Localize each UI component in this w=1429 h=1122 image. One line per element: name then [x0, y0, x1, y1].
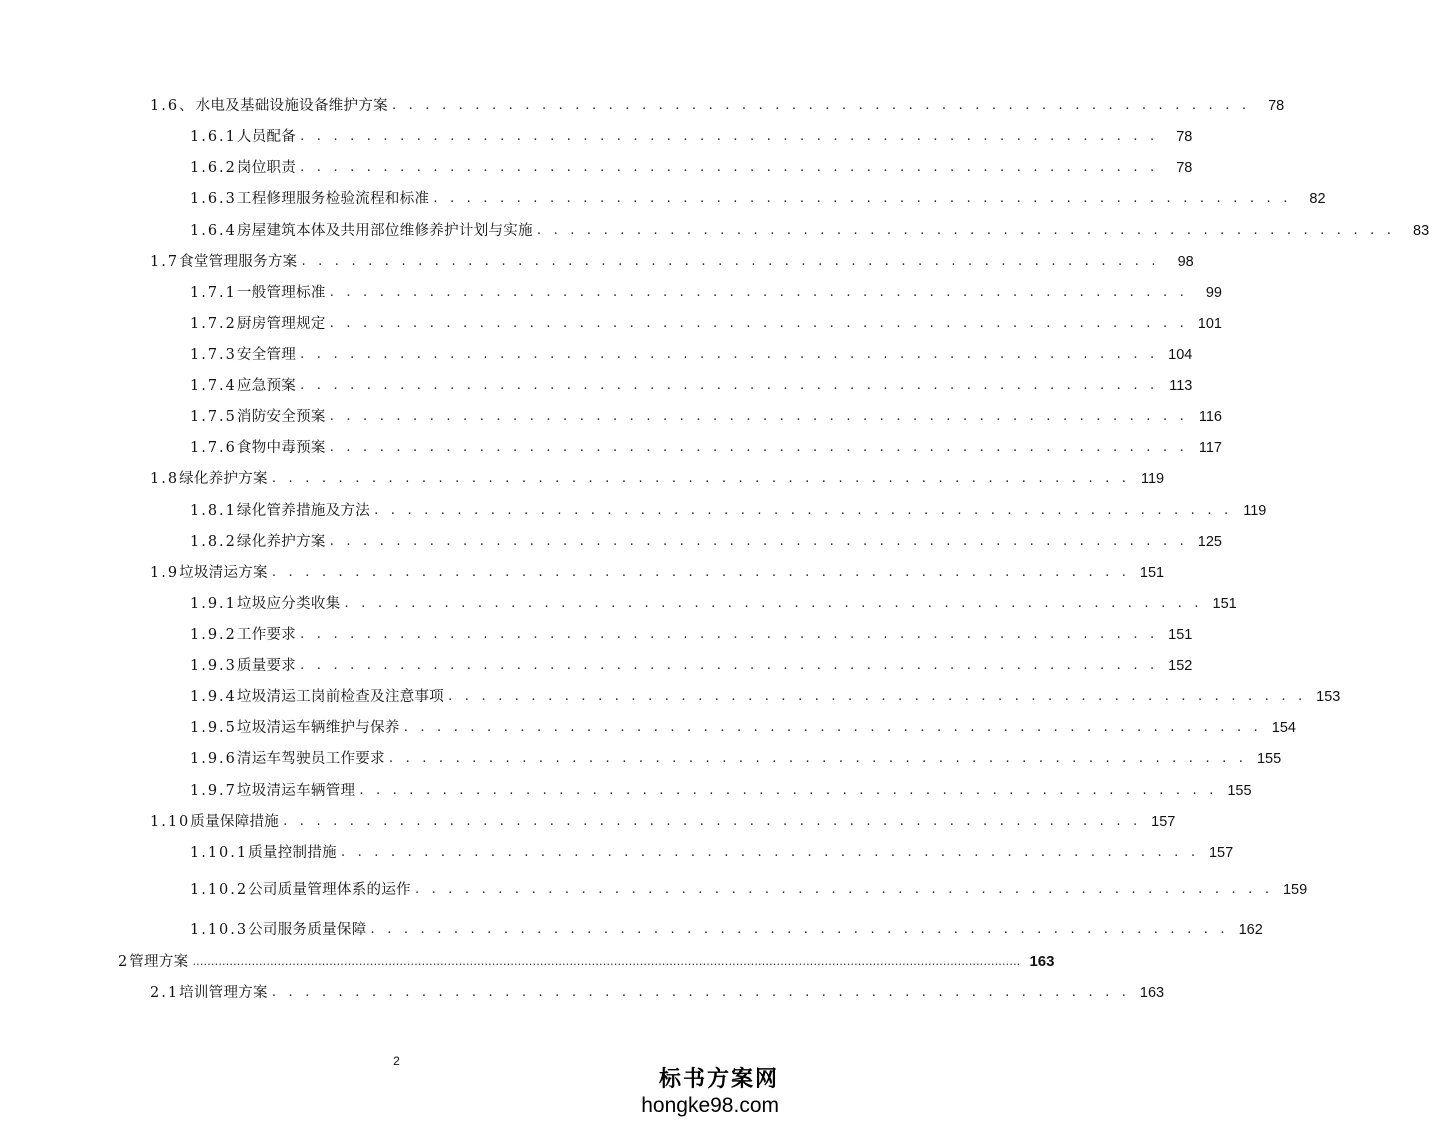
toc-entry-title: 1.10.1质量控制措施 — [190, 845, 337, 861]
toc-entry-title: 1.6.1人员配备 — [190, 129, 297, 145]
toc-entry-page: 117 — [1198, 440, 1222, 456]
toc-entry-page: 155 — [1227, 783, 1252, 799]
toc-entry-title: 1.6.2岗位职责 — [190, 160, 297, 176]
toc-entry-page: 78 — [1176, 129, 1193, 145]
toc-entry[interactable] — [190, 438, 1222, 458]
dot-leader: . . . . . . . . . . . . . . . . . . . . . . . . . . . . . . . . . . . . . . . . . . . . . . . . . . . . — [329, 285, 1188, 300]
toc-entry-title: 1.7.1一般管理标准 — [190, 285, 326, 301]
toc-entry[interactable] — [150, 563, 1165, 583]
dot-leader: . . . . . . . . . . . . . . . . . . . . . . . . . . . . . . . . . . . . . . . . . . . . . . . . . . . . — [374, 503, 1233, 518]
toc-entry-title: 1.7.6食物中毒预案 — [190, 440, 326, 456]
dot-leader: . . . . . . . . . . . . . . . . . . . . . . . . . . . . . . . . . . . . . . . . . . . . . . . . . . . . — [271, 985, 1131, 1000]
toc-entry[interactable] — [150, 812, 1176, 832]
toc-entry[interactable] — [150, 469, 1165, 489]
toc-entry[interactable] — [150, 983, 1165, 1003]
toc-entry[interactable] — [190, 687, 1341, 707]
toc-entry[interactable] — [190, 345, 1193, 365]
toc-entry-page: 78 — [1268, 98, 1285, 114]
dot-leader: . . . . . . . . . . . . . . . . . . . . . . . . . . . . . . . . . . . . . . . . . . . . . . . . . . . . — [370, 922, 1229, 937]
toc-entry[interactable] — [190, 189, 1326, 209]
toc-entry[interactable] — [190, 749, 1282, 769]
watermark — [641, 1066, 779, 1118]
toc-entry-title: 1.9垃圾清运方案 — [150, 565, 268, 581]
toc-entry-page: 101 — [1197, 316, 1222, 332]
watermark-brand: 标书方案网 — [658, 1066, 779, 1092]
toc-entry-page: 116 — [1198, 409, 1222, 425]
toc-entry-page: 151 — [1168, 627, 1193, 643]
toc-entry-page: 151 — [1139, 565, 1165, 581]
toc-entry-page: 151 — [1212, 596, 1237, 612]
dot-leader: . . . . . . . . . . . . . . . . . . . . . . . . . . . . . . . . . . . . . . . . . . . . . . . . . . . . — [340, 845, 1200, 860]
toc-entry-title: 1.9.1垃圾应分类收集 — [190, 596, 341, 612]
toc-entry-page: 125 — [1197, 534, 1222, 550]
toc-entry-title: 1.9.6清运车驾驶员工作要求 — [190, 751, 385, 767]
toc-entry-page: 104 — [1168, 347, 1193, 363]
dot-leader: . . . . . . . . . . . . . . . . . . . . . . . . . . . . . . . . . . . . . . . . . . . . . . . . . . . . — [391, 98, 1251, 113]
dot-leader: . . . . . . . . . . . . . . . . . . . . . . . . . . . . . . . . . . . . . . . . . . . . . . . . . . . . — [414, 882, 1274, 897]
toc-entry-title: 1.9.4垃圾清运工岗前检查及注意事项 — [190, 689, 445, 705]
dot-leader: . . . . . . . . . . . . . . . . . . . . . . . . . . . . . . . . . . . . . . . . . . . . . . . . . . . . — [300, 627, 1159, 642]
toc-entry-page: 163 — [1029, 953, 1055, 970]
toc-entry-page: 154 — [1271, 720, 1296, 736]
toc-entry-title: 1.9.5垃圾清运车辆维护与保养 — [190, 720, 400, 736]
toc-entry-title: 1.9.3质量要求 — [190, 658, 297, 674]
dot-leader: . . . . . . . . . . . . . . . . . . . . . . . . . . . . . . . . . . . . . . . . . . . . . . . . . . . . — [433, 191, 1292, 206]
toc-entry-title: 1.7.4应急预案 — [190, 378, 297, 394]
toc-entry-title: 1.6、水电及基础设施设备维护方案 — [150, 98, 388, 114]
dot-leader: . . . . . . . . . . . . . . . . . . . . . . . . . . . . . . . . . . . . . . . . . . . . . . . . . . . . — [329, 316, 1188, 331]
toc-entry[interactable] — [190, 127, 1193, 147]
dot-leader: . . . . . . . . . . . . . . . . . . . . . . . . . . . . . . . . . . . . . . . . . . . . . . . . . . . . — [300, 347, 1159, 362]
toc-entry[interactable] — [118, 952, 1055, 972]
toc-entry-title: 1.7.3安全管理 — [190, 347, 297, 363]
toc-entry-title: 2管理方案 — [118, 954, 189, 970]
toc-entry[interactable] — [190, 594, 1237, 614]
toc-entry-page: 152 — [1168, 658, 1193, 674]
toc-entry[interactable] — [150, 252, 1194, 272]
dot-leader: . . . . . . . . . . . . . . . . . . . . . . . . . . . . . . . . . . . . . . . . . . . . . . . . . . . . — [300, 160, 1159, 175]
toc-entry[interactable] — [190, 376, 1193, 396]
toc-entry-page: 162 — [1238, 922, 1263, 938]
toc-entry-page: 159 — [1282, 882, 1308, 898]
toc-entry-title: 1.8绿化养护方案 — [150, 471, 268, 487]
dot-leader: . . . . . . . . . . . . . . . . . . . . . . . . . . . . . . . . . . . . . . . . . . . . . . . . . . . . — [329, 440, 1188, 455]
toc-entry[interactable] — [190, 625, 1193, 645]
toc-entry-title: 1.10质量保障措施 — [150, 814, 280, 830]
dot-leader: . . . . . . . . . . . . . . . . . . . . . . . . . . . . . . . . . . . . . . . . . . . . . . . . . . . . — [329, 409, 1188, 424]
toc-entry-title: 1.10.3公司服务质量保障 — [190, 922, 367, 938]
toc-entry[interactable] — [190, 781, 1252, 801]
toc-entry[interactable] — [190, 158, 1193, 178]
toc-entry[interactable] — [190, 501, 1267, 521]
toc-entry-title: 1.6.3工程修理服务检验流程和标准 — [190, 191, 430, 207]
toc-entry-page: 119 — [1140, 471, 1165, 487]
toc-entry-title: 1.7.2厨房管理规定 — [190, 316, 326, 332]
dot-leader: . . . . . . . . . . . . . . . . . . . . . . . . . . . . . . . . . . . . . . . . . . . . . . . . . . . . — [271, 471, 1131, 486]
toc-entry[interactable] — [190, 920, 1263, 940]
toc-entry[interactable] — [190, 656, 1193, 676]
toc-entry[interactable] — [190, 283, 1222, 303]
toc-entry-title: 1.10.2公司质量管理体系的运作 — [190, 882, 411, 898]
toc-entry-page: 157 — [1151, 814, 1176, 830]
dot-leader: . . . . . . . . . . . . . . . . . . . . . . . . . . . . . . . . . . . . . . . . . . . . . . . . . . . . — [329, 534, 1188, 549]
toc-entry-page: 99 — [1205, 285, 1222, 301]
toc-entry-page: 78 — [1176, 160, 1193, 176]
watermark-url: hongke98.com — [641, 1094, 779, 1117]
dot-leader: . . . . . . . . . . . . . . . . . . . . . . . . . . . . . . . . . . . . . . . . . . . . . . . . . . . . — [300, 378, 1159, 393]
dot-leader: . . . . . . . . . . . . . . . . . . . . . . . . . . . . . . . . . . . . . . . . . . . . . . . . . . . . — [403, 720, 1262, 735]
toc-entry[interactable] — [150, 96, 1285, 116]
toc-entry-page: 82 — [1309, 191, 1326, 207]
dot-leader: . . . . . . . . . . . . . . . . . . . . . . . . . . . . . . . . . . . . . . . . . . . . . . . . . . . . — [300, 658, 1159, 673]
toc-entry-title: 1.6.4房屋建筑本体及共用部位维修养护计划与实施 — [190, 223, 533, 239]
toc-entry[interactable] — [190, 532, 1222, 552]
toc-entry[interactable] — [190, 843, 1234, 863]
toc-entry-title: 1.9.7垃圾清运车辆管理 — [190, 783, 356, 799]
toc-entry[interactable] — [190, 314, 1222, 334]
toc-entry-page: 155 — [1256, 751, 1282, 767]
dot-leader: . . . . . . . . . . . . . . . . . . . . . . . . . . . . . . . . . . . . . . . . . . . . . . . . . . . . — [301, 254, 1160, 269]
dot-leader: . . . . . . . . . . . . . . . . . . . . . . . . . . . . . . . . . . . . . . . . . . . . . . . . . . . . — [300, 129, 1159, 144]
dot-leader: . . . . . . . . . . . . . . . . . . . . . . . . . . . . . . . . . . . . . . . . . . . . . . . . . . . . — [536, 223, 1396, 238]
dot-leader: . . . . . . . . . . . . . . . . . . . . . . . . . . . . . . . . . . . . . . . . . . . . . . . . . . . . — [283, 814, 1142, 829]
toc-entry[interactable] — [190, 407, 1222, 427]
toc-entry-page: 157 — [1208, 845, 1234, 861]
toc-entry[interactable] — [190, 221, 1429, 241]
toc-entry-page: 163 — [1139, 985, 1165, 1001]
dot-leader: . . . . . . . . . . . . . . . . . . . . . . . . . . . . . . . . . . . . . . . . . . . . . . . . . . . . — [359, 783, 1218, 798]
toc-entry-title: 1.7.5消防安全预案 — [190, 409, 326, 425]
page-number: 2 — [393, 1054, 400, 1068]
toc-entry-title: 2.1培训管理方案 — [150, 985, 268, 1001]
toc-entry-page: 153 — [1316, 689, 1341, 705]
dot-leader: . . . . . . . . . . . . . . . . . . . . . . . . . . . . . . . . . . . . . . . . . . . . . . . . . . . . — [448, 689, 1307, 704]
toc-entry-page: 113 — [1169, 378, 1193, 394]
toc-entry-title: 1.8.1绿化管养措施及方法 — [190, 503, 371, 519]
toc-entry[interactable] — [190, 718, 1296, 738]
dot-leader: . . . . . . . . . . . . . . . . . . . . . . . . . . . . . . . . . . . . . . . . . . . . . . . . . . . . — [344, 596, 1203, 611]
toc-entry-title: 1.7食堂管理服务方案 — [150, 254, 298, 270]
toc-entry-page: 83 — [1413, 223, 1429, 239]
toc-entry[interactable] — [190, 880, 1308, 900]
dot-leader: ................................................................................................................................................................................................................................ — [192, 955, 1021, 968]
dot-leader: . . . . . . . . . . . . . . . . . . . . . . . . . . . . . . . . . . . . . . . . . . . . . . . . . . . . — [271, 565, 1131, 580]
toc-entry-page: 98 — [1177, 254, 1194, 270]
toc-entry-page: 119 — [1243, 503, 1267, 519]
dot-leader: . . . . . . . . . . . . . . . . . . . . . . . . . . . . . . . . . . . . . . . . . . . . . . . . . . . . — [388, 751, 1248, 766]
toc-entry-title: 1.9.2工作要求 — [190, 627, 297, 643]
toc-entry-title: 1.8.2绿化养护方案 — [190, 534, 326, 550]
